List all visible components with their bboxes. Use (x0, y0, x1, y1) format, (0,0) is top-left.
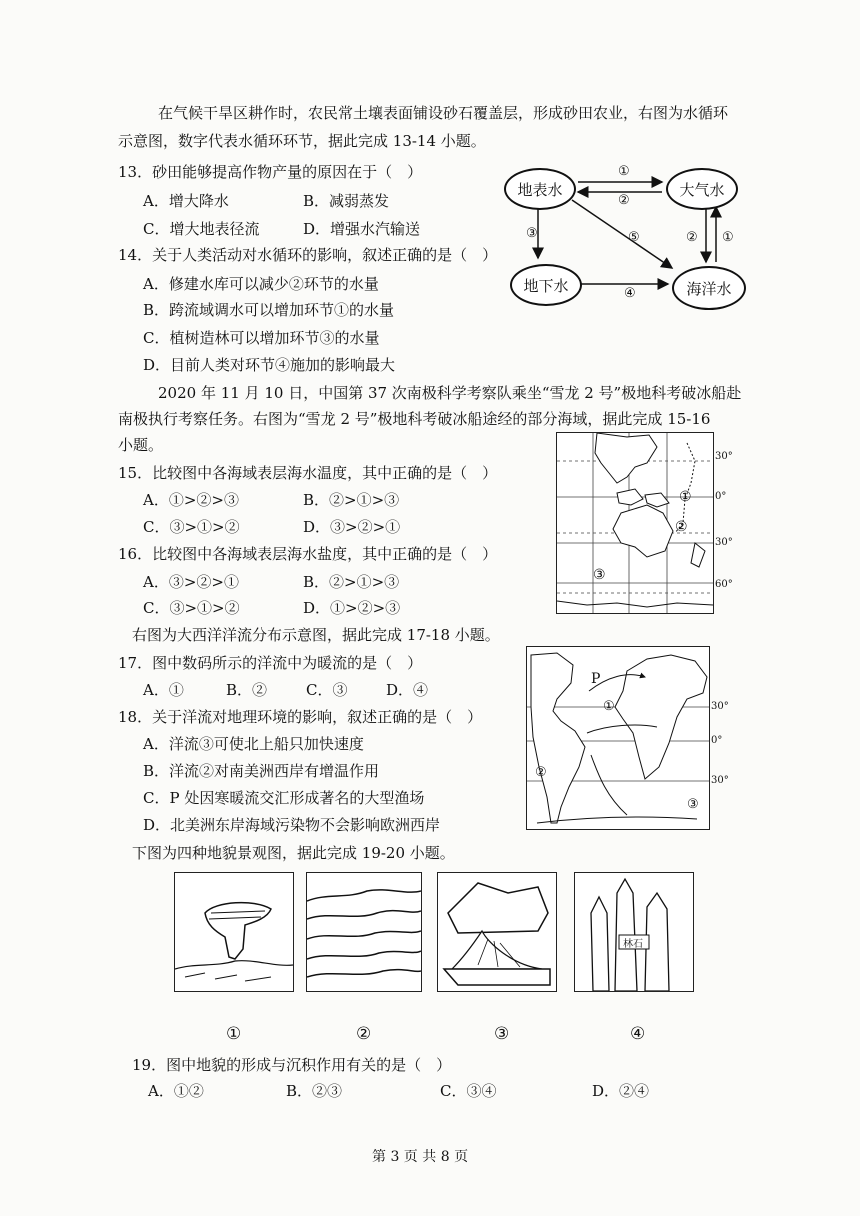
q15-option-b: B．②>①>③ (303, 491, 400, 509)
intro-13-14-line2: 示意图，数字代表水循环环节，据此完成 13-14 小题。 (118, 132, 486, 150)
map2-lat-30n: 30° (711, 701, 729, 712)
surface-water-node: 地表水 (504, 168, 576, 210)
landform-mushroom-rock (174, 872, 294, 992)
q18-stem: 18．关于洋流对地理环境的影响，叙述正确的是（ ） (118, 708, 483, 726)
alluvial-fan-drawing (438, 873, 556, 991)
intro-15-16-line1: 2020 年 11 月 10 日，中国第 37 次南极科学考察队乘坐“雪龙 2 号”极地科考破冰船赴 (158, 384, 742, 402)
landform-sand-dunes (306, 872, 422, 992)
q16-option-b: B．②>①>③ (303, 573, 400, 591)
map1-lat-0: 0° (715, 491, 727, 502)
map1-lat-30s: 30° (715, 537, 733, 548)
landform-alluvial-fan (437, 872, 557, 992)
intro-13-14-line1: 在气候干旱区耕作时，农民常土壤表面铺设砂石覆盖层，形成砂田农业，右图为水循环 (158, 104, 729, 122)
atlantic-currents-drawing (527, 647, 709, 829)
q19-option-b: B．②③ (286, 1082, 343, 1100)
link-label-1-vertical: ① (722, 230, 734, 245)
link-label-5: ⑤ (628, 230, 640, 245)
q16-option-a: A．③>②>① (143, 573, 239, 591)
atmosphere-water-node: 大气水 (666, 168, 738, 210)
q13-option-a: A．增大降水 (143, 192, 229, 210)
intro-19-20: 下图为四种地貌景观图，据此完成 19-20 小题。 (132, 844, 455, 862)
q17-option-c: C．③ (306, 681, 348, 699)
q13-stem: 13．砂田能够提高作物产量的原因在于（ ） (118, 163, 423, 181)
intro-17-18: 右图为大西洋洋流分布示意图，据此完成 17-18 小题。 (132, 626, 500, 644)
q13-option-d: D．增强水汽输送 (303, 220, 421, 238)
q18-option-d: D．北美洲东岸海域污染物不会影响欧洲西岸 (143, 816, 441, 834)
atlantic-currents-map (526, 646, 729, 830)
q16-stem: 16．比较图中各海域表层海水盐度，其中正确的是（ ） (118, 545, 498, 563)
link-label-2-vertical: ② (686, 230, 698, 245)
page-footer: 第 3 页 共 8 页 (372, 1149, 469, 1165)
stone-forest-drawing (575, 873, 693, 991)
q14-option-b: B．跨流域调水可以增加环节①的水量 (143, 301, 395, 319)
landform-stone-forest (574, 872, 694, 992)
link-label-3: ③ (526, 226, 538, 241)
map2-current-3: ③ (687, 797, 699, 812)
q17-stem: 17．图中数码所示的洋流中为暖流的是（ ） (118, 654, 423, 672)
q17-option-b: B．② (226, 681, 268, 699)
map2-lat-0: 0° (711, 735, 723, 746)
map1-lat-60s: 60° (715, 579, 733, 590)
link-label-1: ① (618, 164, 630, 179)
mushroom-rock-drawing (175, 873, 293, 991)
q13-option-b: B．减弱蒸发 (303, 192, 390, 210)
stone-forest-sign: 林石 (623, 939, 643, 950)
ocean-route-map (556, 432, 733, 614)
intro-15-16-line2: 南极执行考察任务。右图为“雪龙 2 号”极地科考破冰船途经的部分海域，据此完成 15-16 (118, 410, 711, 428)
link-label-4: ④ (624, 286, 636, 301)
link-label-2: ② (618, 193, 630, 208)
landform-caption-3: ③ (494, 1024, 510, 1044)
map2-current-1: ① (603, 699, 615, 714)
water-cycle-diagram (500, 160, 760, 310)
groundwater-node: 地下水 (510, 264, 582, 306)
q15-stem: 15．比较图中各海域表层海水温度，其中正确的是（ ） (118, 464, 498, 482)
map1-marker-1: ① (679, 489, 692, 505)
q15-option-c: C．③>①>② (143, 518, 240, 536)
q16-option-c: C．③>①>② (143, 599, 240, 617)
q18-option-c: C．P 处因寒暖流交汇形成著名的大型渔场 (143, 789, 425, 807)
q15-option-d: D．③>②>① (303, 518, 401, 536)
q14-option-c: C．植树造林可以增加环节③的水量 (143, 329, 380, 347)
q17-option-d: D．④ (386, 681, 429, 699)
map1-lat-30n: 30° (715, 451, 733, 462)
map1-marker-2: ② (675, 519, 688, 535)
q14-option-d: D．目前人类对环节④施加的影响最大 (143, 356, 396, 374)
q14-stem: 14．关于人类活动对水循环的影响，叙述正确的是（ ） (118, 246, 498, 264)
intro-15-16-line3: 小题。 (118, 436, 164, 454)
landform-caption-1: ① (226, 1024, 242, 1044)
q13-option-c: C．增大地表径流 (143, 220, 260, 238)
q19-stem: 19．图中地貌的形成与沉积作用有关的是（ ） (132, 1056, 452, 1074)
q19-option-c: C．③④ (440, 1082, 497, 1100)
sand-dunes-drawing (307, 873, 421, 991)
landform-caption-2: ② (356, 1024, 372, 1044)
map1-marker-3: ③ (593, 567, 606, 583)
ocean-water-node: 海洋水 (672, 266, 746, 310)
q16-option-d: D．①>②>③ (303, 599, 401, 617)
q14-option-a: A．修建水库可以减少②环节的水量 (143, 275, 379, 293)
q19-option-d: D．②④ (592, 1082, 650, 1100)
q15-option-a: A．①>②>③ (143, 491, 239, 509)
ocean-route-map-drawing (557, 433, 713, 613)
q18-option-b: B．洋流②对南美洲西岸有增温作用 (143, 762, 380, 780)
map2-current-2: ② (535, 765, 547, 780)
map2-lat-30s: 30° (711, 775, 729, 786)
q19-option-a: A．①② (148, 1082, 204, 1100)
q17-option-a: A．① (143, 681, 184, 699)
landform-caption-4: ④ (630, 1024, 646, 1044)
q18-option-a: A．洋流③可使北上船只加快速度 (143, 735, 364, 753)
map2-point-p: P (591, 671, 601, 687)
